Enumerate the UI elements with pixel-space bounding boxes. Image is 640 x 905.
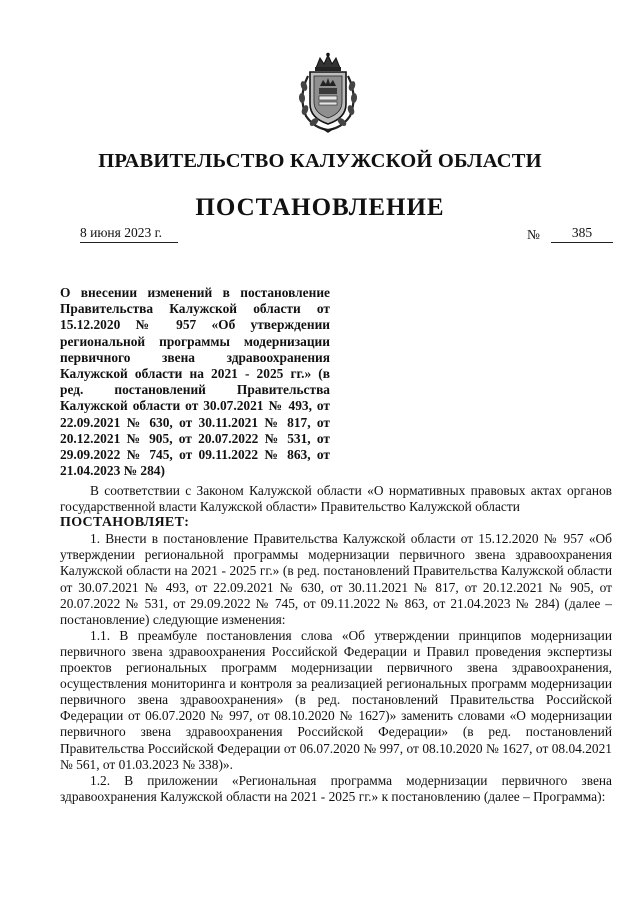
resolves-heading: ПОСТАНОВЛЯЕТ:	[60, 515, 190, 531]
paragraph-1: 1. Внести в постановление Правительства Калужской области от 15.12.2020 № 957 «Об утверждении региональной программы модернизации первичного звена здравоохранения Калужской области на 2021 - 2025 гг.» (в ред. постановлений Правительства Калужской области от 30.07.2021 № 493, от 22.09.2021 № 630, от 30.11.2021 № 817, от 20.12.2021 № 905, от 20.07.2022 № 531, от 29.09.2022 № 745, от 09.11.2022 № 863, от 21.04.2023 № 284) (далее – постановление) следующие изменения:	[60, 531, 612, 627]
coat-of-arms-icon	[296, 52, 360, 134]
document-date: 8 июня 2023 г.	[80, 225, 178, 243]
number-value: 385	[551, 225, 613, 243]
preamble-paragraph: В соответствии с Законом Калужской области «О нормативных правовых актах органов государственной власти Калужской области» Правительство Калужской области	[60, 483, 612, 515]
number-sign: №	[527, 227, 540, 242]
resolution-subject: О внесении изменений в постановление Правительства Калужской области от 15.12.2020 № 957 «Об утверждении региональной программы модернизации первичного звена здравоохранения Калужской области на 2021 - 2025 гг.» (в ред. постановлений Правительства Калужской области от 30.07.2021 № 493, от 22.09.2021 № 630, от 30.11.2021 № 817, от 20.12.2021 № 905, от 20.07.2022 № 531, от 29.09.2022 № 745, от 09.11.2022 № 863, от 21.04.2023 № 284)	[60, 285, 330, 479]
government-name: ПРАВИТЕЛЬСТВО КАЛУЖСКОЙ ОБЛАСТИ	[98, 150, 542, 172]
paragraph-1-2: 1.2. В приложении «Региональная программа модернизации первичного звена здравоохранения Калужской области на 2021 - 2025 гг.» к постановлению (далее – Программа):	[60, 772, 612, 804]
document-number	[527, 225, 613, 243]
document-type-title: ПОСТАНОВЛЕНИЕ	[195, 194, 445, 221]
paragraph-1-1: 1.1. В преамбуле постановления слова «Об утверждении принципов модернизации первичного звена здравоохранения Российской Федерации и Правил проведения экспертизы проектов региональных программ модернизации первичного звена здравоохранения, осуществления мониторинга и контроля за реализацией региональных программ модернизации первичного звена здравоохранения» (в ред. постановлений Правительства Российской Федерации от 06.07.2020 № 997, от 08.10.2020 № 1627)» заменить словами «О модернизации первичного звена здравоохранения Российской Федерации» (в ред. постановлений Правительства Российской Федерации от 06.07.2020 № 997, от 08.10.2020 № 1627, от 08.04.2021 № 561, от 01.03.2023 № 338)».	[60, 627, 612, 772]
resolution-body	[60, 483, 612, 805]
